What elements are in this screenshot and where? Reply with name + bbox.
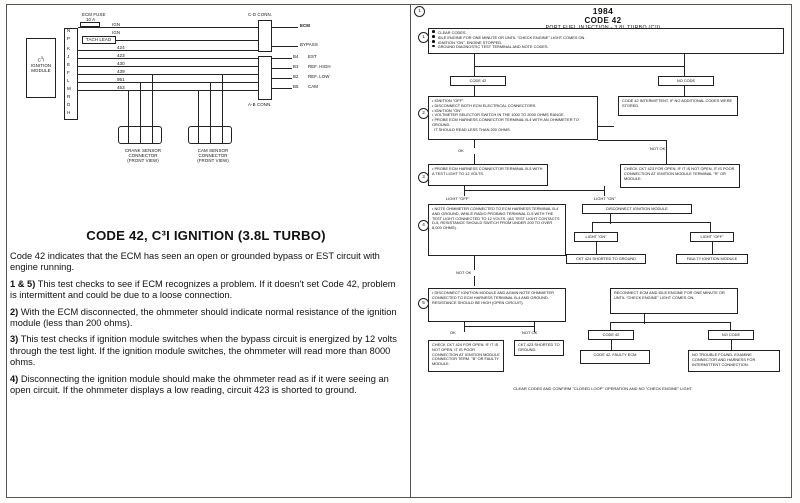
wire-430 (78, 66, 258, 67)
step-circle-3: 3 (418, 172, 429, 183)
step3-line-1: • PROBE ECM HARNESS CONNECTOR TERMINAL B-5 WITH A TEST LIGHT TO 12 VOLTS. (432, 166, 543, 176)
flowchart-footer: CLEAR CODES AND CONFIRM "CLOSED LOOP" OPERATION AND NO "CHECK ENGINE" LIGHT. (513, 386, 693, 391)
line-step3-left (464, 186, 465, 196)
wire-424 (78, 50, 258, 51)
wire-to-bypass (272, 46, 298, 47)
page-title: CODE 42, C³I IGNITION (3.8L TURBO) (86, 228, 326, 243)
step1-line-3: IGNITION "ON", ENGINE STOPPED. (432, 41, 780, 46)
line-notok-down (666, 140, 667, 164)
box-light-on-2 (574, 232, 618, 242)
box-intermittent (618, 96, 738, 116)
box-light-off-2 (690, 232, 734, 242)
drop-2 (140, 82, 141, 126)
step-marker-1: 1 (414, 6, 425, 17)
wire-ign-feed (78, 27, 258, 28)
line-disc-split (592, 222, 710, 223)
article-item-2-text: With the ECM disconnected, the ohmmeter should indicate normal resistance of the ignition module (less than 200 ohms). (10, 306, 397, 329)
box-ckt423-shorted (514, 340, 564, 356)
article-item-3-num: 3) (10, 334, 19, 345)
stub-b5 (272, 88, 292, 89)
ign-top-label: IGN (112, 22, 121, 27)
label-light-off-1: LIGHT "OFF" (446, 196, 470, 201)
stub-b3 (272, 68, 292, 69)
crank-pin-3 (152, 126, 153, 144)
line-step1-left (474, 54, 475, 66)
wire-tach (116, 40, 258, 41)
box-reconnect (610, 288, 738, 314)
box-no-trouble-text: NO TROUBLE FOUND. EXAMINE CONNECTOR AND HARNESS FOR INTERMITTENT CONNECTION. (692, 352, 756, 367)
step1-box (428, 28, 784, 54)
article-item-4 (10, 374, 402, 397)
pin-L: L (67, 78, 70, 83)
line-step2-ok-2 (474, 154, 475, 164)
line-to-nocode (684, 66, 685, 76)
box-nocode-result (708, 330, 754, 340)
crank-sensor-label: CRANK SENSOR CONNECTOR (FRONT VIEW) (124, 148, 162, 164)
step-circle-2: 2 (418, 108, 429, 119)
line-nocode-branch (730, 322, 731, 330)
line-step4-notok (474, 256, 475, 270)
box-nocode (658, 76, 714, 86)
box-faulty-module (676, 254, 748, 264)
article-item-4-num: 4) (10, 373, 19, 384)
step2-box (428, 96, 598, 140)
step4-box (428, 204, 566, 256)
label-light-on-1: LIGHT "ON" (594, 196, 616, 201)
wire-439 (78, 74, 258, 75)
line-disc-right (710, 222, 711, 232)
pin-K: K (67, 46, 71, 51)
vertical-divider (410, 4, 411, 498)
crank-pin-1 (128, 126, 129, 144)
step1-line-4: GROUND DIAGNOSTIC TEST TERMINAL AND NOTE CODES. (432, 45, 780, 50)
line-code42-down (474, 86, 475, 96)
box-ckt424-shorted-text: CKT 424 SHORTED TO GROUND (575, 256, 637, 261)
step2-line-3: • IGNITION "ON". (432, 107, 463, 113)
pin-H: H (67, 110, 71, 115)
cd-connector-label: C-D CONN. (248, 12, 273, 17)
box-code42 (450, 76, 506, 86)
header-code: CODE 42 (584, 16, 622, 25)
wire-number-453: 453 (117, 85, 125, 90)
ab-connector-label: A-B CONN. (248, 102, 272, 107)
label-notok-1: NOT OK (650, 146, 666, 151)
label-ok-1: OK (458, 148, 464, 153)
pin-R: R (67, 94, 71, 99)
step1-line-1: CLEAR CODES. (432, 31, 780, 36)
terminal-b5: B5 (293, 84, 299, 89)
label-cam: CAM (308, 84, 319, 89)
line-step2-notok-h (598, 126, 614, 127)
box-ckt423-open (620, 164, 740, 188)
line-to-code42 (474, 66, 475, 76)
bypass-label: BYPASS (300, 42, 318, 47)
wire-number-423: 423 (117, 53, 125, 58)
line-nocode-result-down (731, 340, 732, 350)
line-code42-result-down (611, 340, 612, 350)
line-step3-right (604, 186, 605, 196)
wire-number-430: 430 (117, 61, 125, 66)
line-notok-h (598, 140, 666, 141)
step-circle-1: 1 (418, 32, 429, 43)
line-step5-split (464, 326, 534, 327)
box-ckt424-shorted (566, 254, 646, 264)
line-code42-branch (610, 322, 611, 330)
label-notok-3: NOT OK (522, 330, 538, 335)
box-code42-result (588, 330, 634, 340)
box-ckt423-shorted-text: CKT 423 SHORTED TO GROUND. (518, 342, 560, 352)
pin-D: D (67, 102, 71, 107)
pin-P: P (67, 36, 71, 41)
step3-box (428, 164, 548, 186)
step2-line-6: IT SHOULD READ LESS THAN 200 OHMS. (434, 126, 511, 132)
cam-pin-1 (198, 126, 199, 144)
ecm-fuse-rating: 10 A (86, 17, 96, 22)
terminal-b3: B3 (293, 64, 299, 69)
box-ckt424-open-text: CHECK CKT 424 FOR OPEN. IF IT IS NOT OPEN, IT IS POOR CONNECTION AT IGNITION MODULE CONNECTOR TERM. "B" OR FAULTY MODULE. (432, 342, 500, 367)
cam-sensor-label: CAM SENSOR CONNECTOR (FRONT VIEW) (197, 148, 229, 164)
article-item-2 (10, 307, 402, 330)
drop-6 (222, 74, 223, 126)
wire-to-ecm (272, 27, 298, 28)
step2-line-5: • PROBE ECM HARNESS CONNECTOR TERMINAL B-4 WITH AN OHMMETER TO GROUND. (432, 117, 579, 127)
box-code42-result-text: CODE 42 (602, 332, 620, 337)
label-ref-low: REF. LOW (308, 74, 330, 79)
pin-E: E (67, 62, 71, 67)
line-step4-notok2 (474, 276, 475, 286)
line-step5-left (464, 322, 465, 332)
line-step2-ok (474, 140, 475, 148)
pin-J: J (67, 54, 70, 59)
article-item-1 (10, 279, 402, 302)
article-item-4-text: Disconnecting the ignition module should make the ohmmeter read as if it were seeing an open circuit. If the ohmmeter displays a low reading, circuit 423 is shorted to ground. (10, 373, 389, 396)
box-intermittent-text: CODE 42 INTERMITTENT. IF NO ADDITIONAL CODES WERE STORED. (622, 98, 733, 108)
box-code42-text: CODE 42 (469, 78, 487, 83)
label-est: EST (308, 54, 317, 59)
wire-number-951: 951 (117, 77, 125, 82)
label-notok-2: NOT OK (456, 270, 472, 275)
line-reconnect-split (610, 322, 730, 323)
cam-pin-3 (222, 126, 223, 144)
wiring-schematic (8, 6, 406, 206)
step2-line-4: • VOLTMETER SELECTOR SWITCH IN THE 1000 TO 2000 OHMS RANGE. (432, 112, 565, 118)
tach-lead-label: TACH LEAD (86, 37, 112, 42)
article-item-1-text: This test checks to see if ECM recognizes a problem. If it doesn't set Code 42, problem is intermittent and could be due to a loose connection. (10, 278, 396, 301)
article-text (10, 228, 402, 401)
step4-line-1: • NOTE OHMMETER CONNECTED TO ECM HARNESS TERMINAL B-4 AND GROUND, WHILE RADIO PROBING TERMINAL D-5 WITH THE TEST LIGHT CONNECTED TO 12 VOLTS. (AS TEST LIGHT CONTACTS D-5, RESISTANCE SHOULD SWITCH FROM UNDER 200 TO OVER 8,000 OHMS). (432, 206, 560, 231)
line-step1-right (684, 54, 685, 66)
box-disconnect-ign-module-text: DISCONNECT IGNITION MODULE (606, 206, 668, 211)
box-faulty-ecm (580, 350, 650, 364)
cam-pin-2 (210, 126, 211, 144)
step-circle-4: 4 (418, 220, 429, 231)
drop-1 (128, 90, 129, 126)
drop-4 (198, 90, 199, 126)
terminal-b4: B4 (293, 54, 299, 59)
wire-number-439: 439 (117, 69, 125, 74)
line-lightoff2-down (712, 242, 713, 254)
ab-connector-box (258, 56, 272, 100)
stub-b4 (272, 58, 292, 59)
line-step3-split (464, 190, 604, 191)
article-item-3-text: This test checks if ignition module switches when the bypass circuit is energized by 12 volts through the test light. If the ignition module switches, the ohmmeter will read more than 8000 ohms. (10, 334, 397, 368)
ecm-label: ECM (300, 23, 311, 28)
drop-5 (210, 82, 211, 126)
label-ref-high: REF. HIGH (308, 64, 331, 69)
step5-line-1: • DISCONNECT IGNITION MODULE AND AGAIN NOTE OHMMETER CONNECTED TO ECM HARNESS TERMINAL B-4 AND GROUND. RESISTANCE SHOULD BE HIGH (OPEN CIRCUIT). (432, 290, 554, 305)
pin-F: F (67, 70, 70, 75)
header-year: 1984 (592, 6, 614, 16)
box-faulty-ecm-text: CODE 42. FAULTY ECM (593, 352, 637, 357)
label-ok-2: OK (450, 330, 456, 335)
step1-line-2: IDLE ENGINE FOR ONE MINUTE OR UNTIL "CHECK ENGINE" LIGHT COMES ON. (432, 36, 780, 41)
wire-423 (78, 58, 258, 59)
cd-connector-box (258, 20, 272, 52)
box-ckt424-open (428, 340, 504, 372)
box-ckt423-open-text: CHECK CKT 423 FOR OPEN. IF IT IS NOT OPEN, IT IS POOR CONNECTION AT IGNITION MODULE TERMINAL "R" OR MODULE. (624, 166, 735, 181)
line-disc-left (592, 222, 593, 232)
ecm-fuse-label: ECM FUSE (82, 12, 106, 17)
step2-line-1: • IGNITION "OFF". (432, 98, 465, 103)
terminal-b2: B2 (293, 74, 299, 79)
line-lighton2-down (596, 242, 597, 254)
box-nocode-text: NO CODE (676, 78, 696, 83)
drop-3 (152, 74, 153, 126)
wire-453 (78, 90, 258, 91)
box-light-off-2-text: LIGHT "OFF" (700, 234, 724, 239)
step5-box (428, 288, 566, 322)
pin-M: M (67, 86, 71, 91)
stub-b2 (272, 78, 292, 79)
c3i-module-label: $C^3I$ IGNITION MODULE (30, 56, 52, 73)
article-intro: Code 42 indicates that the ECM has seen an open or grounded bypass or EST circuit with engine running. (10, 251, 380, 273)
step2-line-2: • DISCONNECT BOTH ECM ELECTRICAL CONNECTORS. (432, 102, 537, 108)
wire-951 (78, 82, 258, 83)
diagnostic-flowchart (414, 6, 792, 496)
step-circle-5: 5 (418, 298, 429, 309)
pin-N: N (67, 28, 71, 33)
ign-bottom-label: IGN (112, 30, 121, 35)
box-light-on-2-text: LIGHT "ON" (585, 234, 607, 239)
article-item-2-num: 2) (10, 306, 19, 317)
box-disconnect-ign-module (582, 204, 692, 214)
article-item-1-num: 1 & 5) (10, 278, 36, 289)
box-faulty-module-text: FAULTY IGNITION MODULE (686, 256, 738, 261)
crank-pin-2 (140, 126, 141, 144)
box-reconnect-text: RECONNECT ECM AND IDLE ENGINE FOR ONE MINUTE OR UNTIL "CHECK ENGINE" LIGHT COMES ON. (614, 290, 725, 300)
article-item-3 (10, 334, 402, 368)
line-step1-split (474, 66, 684, 67)
box-no-trouble (688, 350, 780, 372)
line-nocode-down (684, 86, 685, 96)
wire-number-424: 424 (117, 45, 125, 50)
box-nocode-result-text: NO CODE (721, 332, 741, 337)
